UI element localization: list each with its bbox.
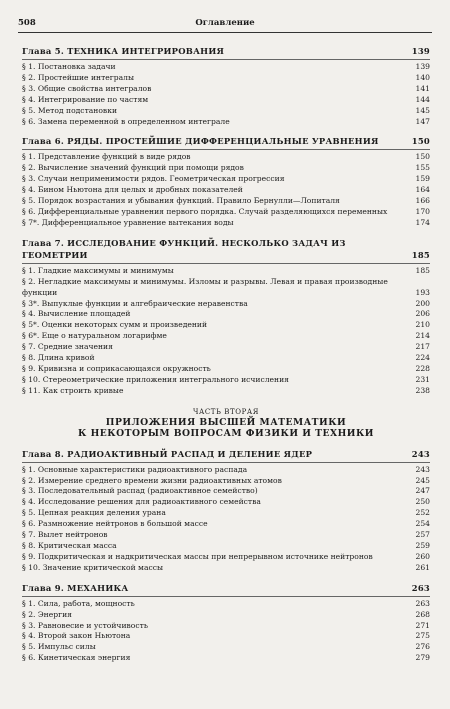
section-page: 140 bbox=[415, 72, 430, 82]
chapter-block bbox=[22, 45, 430, 127]
section-row bbox=[22, 541, 430, 552]
section-row bbox=[22, 476, 430, 487]
section-title: § 3. Общие свойства интегралов bbox=[22, 83, 152, 93]
section-page: 279 bbox=[415, 653, 430, 663]
section-title: § 9. Кривизна и соприкасающаяся окружность bbox=[22, 363, 211, 373]
section-title: § 2. Измерение среднего времени жизни радиоактивных атомов bbox=[22, 475, 282, 485]
section-row bbox=[22, 642, 430, 653]
part-title-line-1: ПРИЛОЖЕНИЯ ВЫСШЕЙ МАТЕМАТИКИ bbox=[105, 416, 347, 428]
chapter-block bbox=[22, 237, 430, 397]
chapter-block bbox=[22, 448, 430, 574]
section-page: 224 bbox=[415, 353, 430, 363]
section-page: 200 bbox=[415, 298, 430, 308]
section-page: 259 bbox=[415, 541, 430, 550]
table-of-contents bbox=[22, 45, 430, 672]
chapter-title: Глава 8. РАДИОАКТИВНЫЙ РАСПАД И ДЕЛЕНИЕ ЯДЕР bbox=[22, 448, 313, 459]
section-title: § 6. Кинетическая энергия bbox=[22, 653, 131, 663]
section-row bbox=[22, 519, 430, 530]
section-title: § 5*. Оценки некоторых сумм и произведений bbox=[22, 320, 208, 330]
page-title: Оглавление bbox=[195, 18, 255, 28]
section-row bbox=[22, 631, 430, 642]
chapter-title-row bbox=[22, 45, 430, 57]
chapter-title-row bbox=[22, 448, 430, 460]
section-row bbox=[22, 320, 430, 331]
section-row bbox=[22, 62, 430, 73]
section-row bbox=[22, 207, 430, 218]
section-page: 217 bbox=[415, 342, 430, 352]
section-page: 147 bbox=[415, 116, 430, 126]
section-title: § 1. Сила, работа, мощность bbox=[22, 598, 135, 608]
section-title: § 4. Второй закон Ньютона bbox=[22, 631, 131, 641]
section-row bbox=[22, 342, 430, 353]
section-title: § 7*. Дифференциальное уравнение вытекания воды bbox=[22, 217, 234, 227]
chapter-title: Глава 6. РЯДЫ. ПРОСТЕЙШИЕ ДИФФЕРЕНЦИАЛЬНЫЕ УРАВНЕНИЯ bbox=[22, 136, 379, 147]
section-page: 261 bbox=[415, 562, 430, 572]
chapter-divider bbox=[22, 59, 430, 60]
section-page: 271 bbox=[415, 620, 430, 630]
section-page: 145 bbox=[415, 105, 430, 115]
section-row bbox=[22, 309, 430, 320]
chapter-title: Глава 9. МЕХАНИКА bbox=[22, 582, 129, 593]
header-divider bbox=[18, 32, 432, 33]
section-page: 141 bbox=[415, 83, 430, 93]
section-page: 170 bbox=[415, 206, 430, 216]
chapter-block bbox=[22, 135, 430, 228]
chapter-page: 150 bbox=[411, 136, 430, 147]
page-header bbox=[18, 16, 432, 30]
section-row bbox=[22, 185, 430, 196]
section-page: 247 bbox=[415, 486, 430, 496]
section-row bbox=[22, 299, 430, 310]
section-row bbox=[22, 174, 430, 185]
section-row bbox=[22, 353, 430, 364]
section-title: § 8. Критическая масса bbox=[22, 541, 117, 550]
section-row bbox=[22, 106, 430, 117]
section-title: § 5. Цепная реакция деления урана bbox=[22, 508, 166, 518]
section-page: 243 bbox=[415, 464, 430, 474]
section-title: § 1. Постановка задачи bbox=[22, 62, 116, 71]
section-row bbox=[22, 152, 430, 163]
section-page: 185 bbox=[415, 265, 430, 275]
section-row bbox=[22, 599, 430, 610]
chapter-divider bbox=[22, 596, 430, 597]
section-title: § 10. Значение критической массы bbox=[22, 562, 164, 572]
section-row bbox=[22, 386, 430, 397]
chapter-divider bbox=[22, 263, 430, 264]
section-row bbox=[22, 621, 430, 632]
section-title: § 5. Импульс силы bbox=[22, 642, 96, 652]
section-row bbox=[22, 95, 430, 106]
section-row bbox=[22, 465, 430, 476]
section-title: § 3. Равновесие и устойчивость bbox=[22, 620, 148, 630]
section-page: 276 bbox=[415, 642, 430, 652]
section-page: 214 bbox=[415, 331, 430, 341]
section-title: § 4. Интегрирование по частям bbox=[22, 94, 149, 104]
chapter-divider bbox=[22, 149, 430, 150]
section-page: 245 bbox=[415, 475, 430, 485]
section-title: § 6*. Еще о натуральном логарифме bbox=[22, 331, 167, 341]
section-row bbox=[22, 552, 430, 563]
section-page: 150 bbox=[415, 152, 430, 162]
section-title: § 7. Вылет нейтронов bbox=[22, 530, 108, 540]
section-title: § 3. Случаи неприменимости рядов. Геометрическая прогрессия bbox=[22, 174, 285, 184]
section-page: 275 bbox=[415, 631, 430, 641]
section-title: § 11. Как строить кривые bbox=[22, 385, 124, 395]
chapter-divider bbox=[22, 462, 430, 463]
section-page: 254 bbox=[415, 519, 430, 529]
section-row bbox=[22, 163, 430, 174]
section-title: § 3. Последовательный распад (радиоактивное семейство) bbox=[22, 486, 258, 496]
section-page: 139 bbox=[415, 62, 430, 71]
section-title: § 1. Гладкие максимумы и минимумы bbox=[22, 265, 174, 275]
section-title: § 2. Вычисление значений функций при помощи рядов bbox=[22, 163, 244, 173]
section-page: 164 bbox=[415, 185, 430, 195]
section-page: 257 bbox=[415, 530, 430, 540]
section-row bbox=[22, 364, 430, 375]
section-page: 206 bbox=[415, 309, 430, 319]
section-title: § 9. Подкритическая и надкритическая массы при непрерывном источнике нейтронов bbox=[22, 551, 373, 561]
chapter-page: 243 bbox=[411, 448, 430, 459]
chapters-before bbox=[22, 45, 430, 397]
chapter-block bbox=[22, 582, 430, 664]
section-page: 263 bbox=[415, 598, 430, 608]
section-row bbox=[22, 508, 430, 519]
page-number: 508 bbox=[18, 18, 36, 28]
section-row bbox=[22, 331, 430, 342]
section-title: § 1. Основные характеристики радиоактивного распада bbox=[22, 464, 248, 474]
chapter-title-row bbox=[22, 237, 430, 261]
section-row bbox=[22, 653, 430, 664]
section-page: 231 bbox=[415, 374, 430, 384]
section-row bbox=[22, 375, 430, 386]
part-heading bbox=[22, 407, 430, 440]
section-title: § 2. Простейшие интегралы bbox=[22, 72, 135, 82]
section-row bbox=[22, 218, 430, 229]
section-title: § 7. Средние значения bbox=[22, 342, 113, 352]
section-title: § 4. Бином Ньютона для целых и дробных показателей bbox=[22, 185, 243, 195]
section-row bbox=[22, 84, 430, 95]
section-page: 166 bbox=[415, 196, 430, 206]
section-title: § 2. Энергия bbox=[22, 609, 72, 619]
section-title: § 5. Порядок возрастания и убывания функций. Правило Бернулли—Лопиталя bbox=[22, 196, 340, 206]
section-page: 159 bbox=[415, 174, 430, 184]
section-title: § 10. Стереометрические приложения интегрального исчисления bbox=[22, 374, 289, 384]
section-row bbox=[22, 486, 430, 497]
section-row bbox=[22, 73, 430, 84]
section-row bbox=[22, 277, 430, 299]
section-row bbox=[22, 497, 430, 508]
section-title: § 3*. Выпуклые функции и алгебраические неравенства bbox=[22, 298, 248, 308]
section-title: § 2. Негладкие максимумы и минимумы. Изломы и разрывы. Левая и правая производные функции bbox=[22, 276, 388, 297]
section-row bbox=[22, 266, 430, 277]
section-row bbox=[22, 610, 430, 621]
section-title: § 6. Замена переменной в определенном интеграле bbox=[22, 116, 230, 126]
section-title: § 6. Дифференциальные уравнения первого порядка. Случай разделяющихся переменных bbox=[22, 206, 388, 216]
section-row bbox=[22, 530, 430, 541]
part-label: ЧАСТЬ ВТОРАЯ bbox=[192, 407, 260, 416]
section-page: 250 bbox=[415, 497, 430, 507]
section-row bbox=[22, 563, 430, 574]
section-page: 260 bbox=[415, 551, 430, 561]
chapter-title: Глава 5. ТЕХНИКА ИНТЕГРИРОВАНИЯ bbox=[22, 46, 225, 56]
section-row bbox=[22, 196, 430, 207]
chapter-page: 185 bbox=[411, 249, 430, 260]
section-page: 155 bbox=[415, 163, 430, 173]
section-title: § 6. Размножение нейтронов в большой массе bbox=[22, 519, 208, 529]
chapter-title-row bbox=[22, 582, 430, 594]
section-page: 210 bbox=[415, 320, 430, 330]
section-page: 228 bbox=[415, 363, 430, 373]
section-page: 174 bbox=[415, 217, 430, 227]
chapters-after bbox=[22, 448, 430, 665]
chapter-page: 263 bbox=[411, 582, 430, 593]
section-title: § 1. Представление функций в виде рядов bbox=[22, 152, 191, 162]
section-row bbox=[22, 117, 430, 128]
section-title: § 8. Длина кривой bbox=[22, 353, 95, 363]
section-page: 252 bbox=[415, 508, 430, 518]
section-title: § 4. Исследование решения для радиоактивного семейства bbox=[22, 497, 261, 507]
section-page: 268 bbox=[415, 609, 430, 619]
part-title-line-2: К НЕКОТОРЫМ ВОПРОСАМ ФИЗИКИ И ТЕХНИКИ bbox=[78, 428, 374, 440]
section-page: 144 bbox=[415, 94, 430, 104]
chapter-title-row bbox=[22, 135, 430, 147]
section-title: § 4. Вычисление площадей bbox=[22, 309, 131, 319]
section-page: 238 bbox=[415, 385, 430, 395]
chapter-title: Глава 7. ИССЛЕДОВАНИЕ ФУНКЦИЙ. НЕСКОЛЬКО ЗАДАЧ ИЗ ГЕОМЕТРИИ bbox=[22, 237, 346, 260]
chapter-page: 139 bbox=[411, 46, 430, 56]
section-page: 193 bbox=[415, 287, 430, 297]
section-title: § 5. Метод подстановки bbox=[22, 105, 118, 115]
